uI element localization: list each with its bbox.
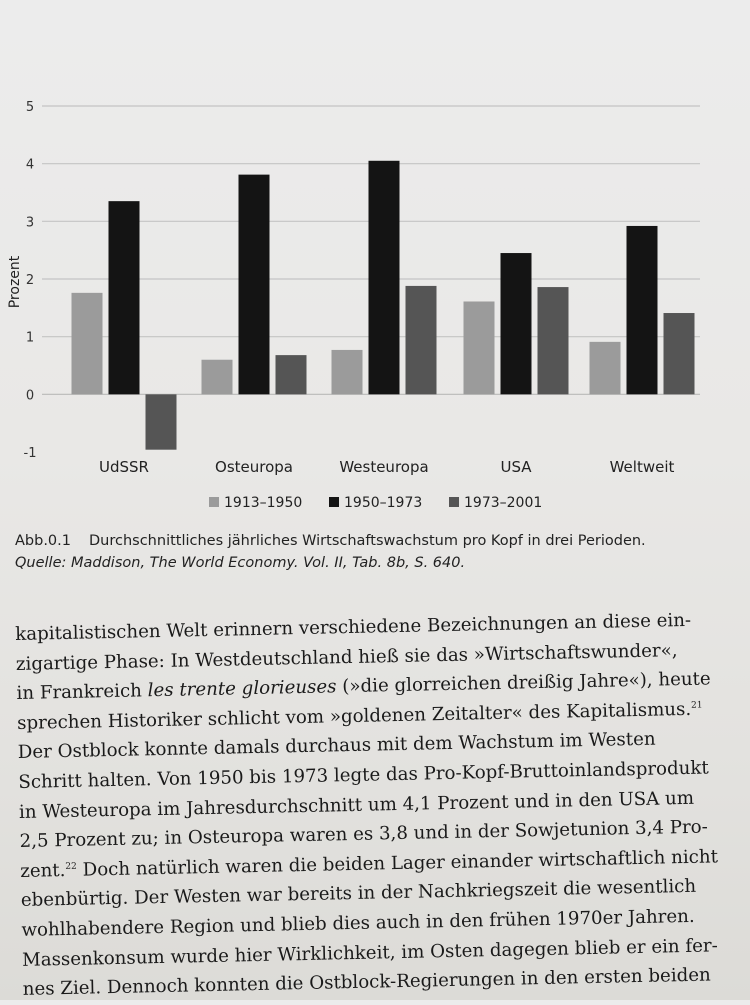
text-line-5: Der Ostblock konnte damals durchaus mit dem Wachstum im Westen: [17, 728, 656, 764]
legend: [209, 495, 542, 511]
category-label-USA: USA: [500, 458, 532, 476]
bar-Osteuropa-1950–1973: [239, 175, 270, 395]
text-line-11: wohlhabendere Region und blieb dies auch in den frühen 1970er Jahren.: [21, 905, 695, 941]
bars: [72, 161, 695, 450]
text-line-2: zigartige Phase: In Westdeutschland hieß sie das »Wirtschaftswunder«,: [15, 639, 678, 675]
bar-Westeuropa-1973–2001: [406, 286, 437, 394]
body-paragraph: [15, 605, 743, 1005]
text-line-6: Schritt halten. Von 1950 bis 1973 legte das Pro-Kopf-Bruttoinlandsprodukt: [18, 757, 709, 793]
bar-USA-1973–2001: [538, 287, 569, 394]
bar-Weltweit-1973–2001: [664, 313, 695, 394]
legend-label-1950–1973: 1950–1973: [344, 495, 423, 511]
text-line-4-text: sprechen Historiker schlicht vom »goldenen Zeitalter« des Kapitalismus.: [16, 698, 692, 734]
y-tick-label-5: 5: [25, 100, 35, 115]
category-label-Weltweit: Weltweit: [609, 458, 675, 476]
y-tick-label--1: -1: [23, 446, 37, 461]
caption-title-line: [15, 530, 735, 552]
y-tick-label-1: 1: [25, 330, 35, 346]
bar-UdSSR-1973–2001: [146, 394, 177, 449]
y-axis-ticks: [24, 100, 37, 461]
bar-UdSSR-1950–1973: [109, 201, 140, 394]
legend-swatch-1950–1973: [329, 497, 339, 507]
text-line-12: Massenkonsum wurde hier Wirklichkeit, im Osten dagegen blieb er ein fer-: [21, 934, 718, 971]
text-line-13: nes Ziel. Dennoch konnten die Ostblock-Regierungen in den ersten beiden: [22, 964, 711, 1001]
y-tick-label-4: 4: [25, 157, 35, 173]
bar-UdSSR-1913–1950: [72, 293, 103, 394]
bar-Osteuropa-1913–1950: [202, 360, 233, 395]
bar-Weltweit-1950–1973: [627, 226, 658, 394]
category-label-UdSSR: UdSSR: [99, 458, 149, 476]
text-line-1: kapitalistischen Welt erinnern verschiedene Bezeichnungen an diese ein-: [15, 609, 692, 645]
footnote-21: 21: [690, 700, 703, 711]
y-tick-label-0: 0: [25, 388, 35, 404]
figure-caption: [15, 530, 735, 574]
text-line-10: ebenbürtig. Der Westen war bereits in der Nachkriegszeit die wesentlich: [20, 876, 697, 912]
y-tick-label-3: 3: [25, 215, 35, 231]
footnote-22: 22: [65, 861, 77, 872]
bar-Osteuropa-1973–2001: [276, 355, 307, 394]
text-line-9-a: zent.: [20, 859, 66, 882]
figure-number: Abb.0.1: [15, 533, 71, 549]
text-line-3-a: in Frankreich: [16, 680, 148, 705]
bar-Weltweit-1913–1950: [590, 342, 621, 394]
bar-Westeuropa-1913–1950: [332, 350, 363, 394]
bar-Westeuropa-1950–1973: [369, 161, 400, 395]
x-axis-categories: [99, 458, 674, 476]
category-label-Osteuropa: Osteuropa: [215, 458, 293, 476]
text-line-7: in Westeuropa im Jahresdurchschnitt um 4,1 Prozent und in den USA um: [18, 787, 695, 823]
figure-source: Quelle: Maddison, The World Economy. Vol. II, Tab. 8b, S. 640.: [15, 555, 466, 571]
category-label-Westeuropa: Westeuropa: [339, 458, 429, 476]
legend-label-1973–2001: 1973–2001: [464, 495, 543, 511]
text-line-8: 2,5 Prozent zu; in Osteuropa waren es 3,8 und in der Sowjetunion 3,4 Pro-: [19, 816, 709, 853]
y-tick-label-2: 2: [25, 273, 35, 288]
legend-label-1913–1950: 1913–1950: [224, 495, 303, 511]
text-line-9-b: Doch natürlich waren die beiden Lager einander wirtschaftlich nicht: [76, 846, 719, 881]
legend-swatch-1913–1950: [209, 497, 219, 507]
figure-title: Durchschnittliches jährliches Wirtschaftswachstum pro Kopf in drei Perioden.: [89, 533, 646, 549]
text-line-3-italic: les trente glorieuses: [147, 676, 337, 702]
bar-USA-1950–1973: [501, 253, 532, 394]
text-line-3-b: (»die glorreichen dreißig Jahre«), heute: [336, 668, 711, 698]
bar-USA-1913–1950: [464, 301, 495, 394]
y-axis-label: Prozent: [7, 255, 23, 309]
legend-swatch-1973–2001: [449, 497, 459, 507]
